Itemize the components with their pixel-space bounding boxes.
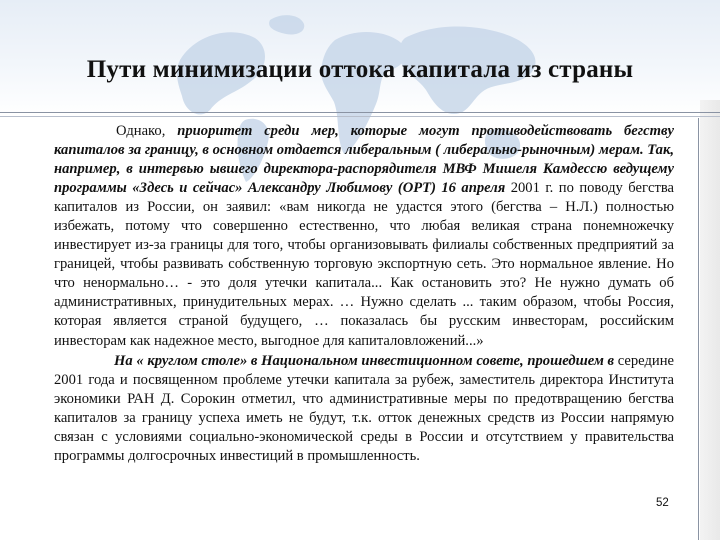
body-paragraph-2	[54, 352, 674, 466]
title-divider-line	[0, 112, 720, 113]
paragraph-2-emphasis: На « круглом столе» в Национальном инвестиционном совете, прошедшем в	[114, 352, 615, 369]
right-side-divider	[698, 118, 699, 540]
paragraph-2-text: середине 2001 года и посвященном проблеме утечки капитала за рубеж, заместитель директора Института экономики РАН Д. Сорокин отметил, что административные меры по предотвращению бегства капиталов за границу успеха иметь не будут, т.к. отток денежных средств из России напрямую связан с условиями социально-экономической среды в России и отсутствием у правительства программы долгосрочных инвестиций в промышленность.	[54, 352, 674, 464]
body-paragraph-1	[54, 122, 674, 351]
slide-body	[54, 122, 674, 466]
paragraph-1-lead: Однако,	[116, 123, 178, 139]
paragraph-1-emphasis: приоритет среди мер, которые могут противодействовать бегству капиталов за границу, в основном отдается либеральным ( либерально-рыночным) мерам. Так, например, в интервью ывшего директора-распорядителя МВФ Мишеля Камдессю ведущему программы «Здесь и сейчас» Александру Любимову (ОРТ) 16 апреля	[54, 123, 674, 197]
right-side-accent	[700, 100, 720, 540]
title-divider-line-secondary	[0, 116, 720, 117]
page-number: 52	[656, 497, 669, 509]
slide-title: Пути минимизации оттока капитала из страны	[86, 56, 634, 83]
paragraph-1-text: 2001 г. по поводу бегства капиталов из России, он заявил: «вам никогда не удастся этого (бегства – Н.Л.) полностью избежать, потому что совершенно естественно, что любая великая страна понемножечку инвестирует из-за границы для того, чтобы организовывать филиалы собственных предприятий за границей, чтобы развивать собственную торговую экспортную сеть. Это нормальное явление. Но что ненормально… - это доля утечки капитала... Как остановить это? Не нужно думать об административных, принудительных мерах. … Нужно сделать ... таким образом, чтобы Россия, которая является страной будущего, … показалась бы русским инвесторам, российским инвесторам как надежное место, выгодное для капиталовложений...»	[54, 180, 674, 349]
